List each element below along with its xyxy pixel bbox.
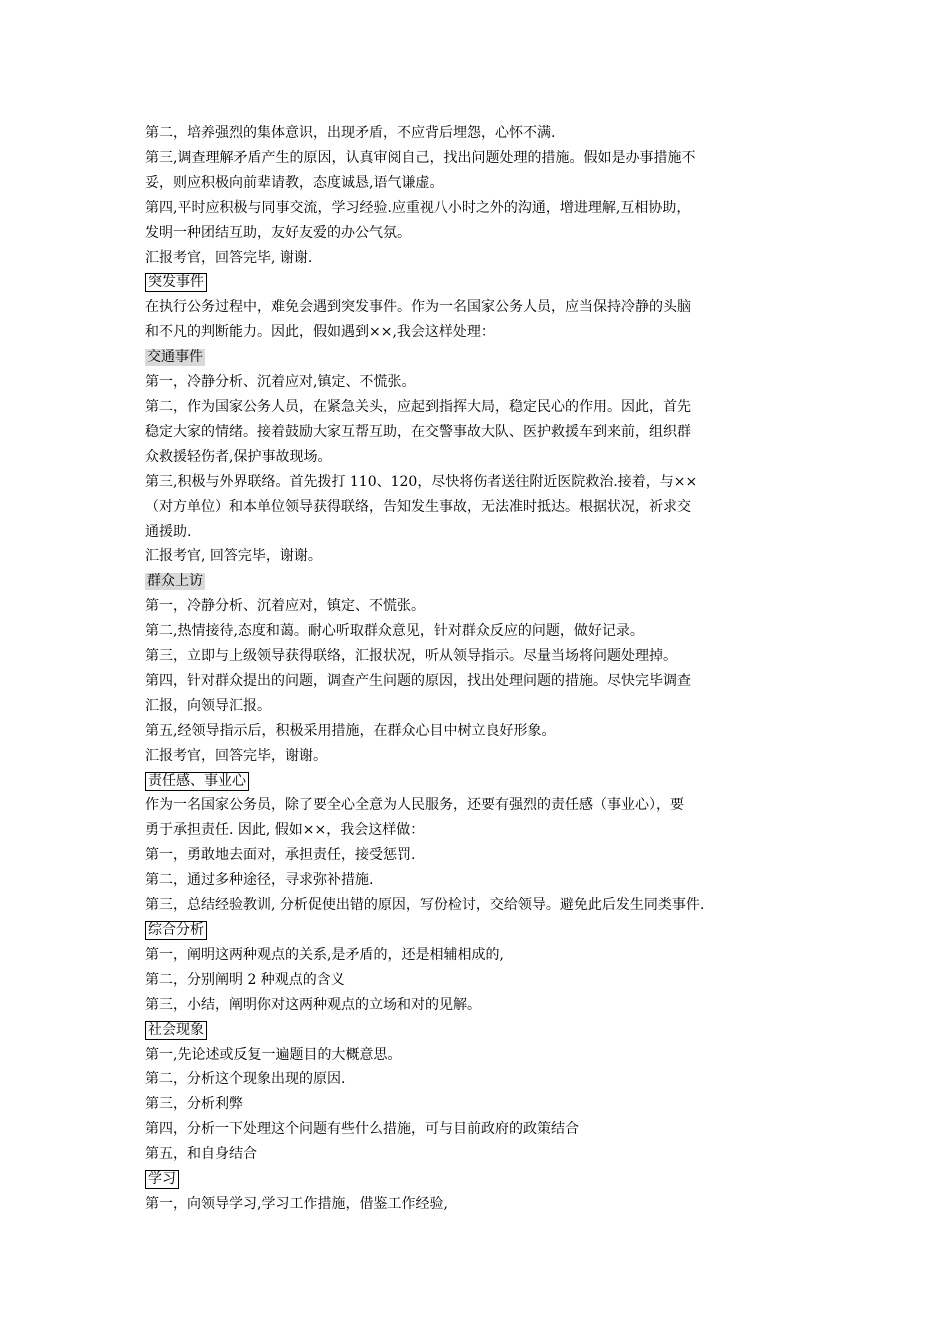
- text-line: 第二，通过多种途径，寻求弥补措施.: [145, 872, 374, 889]
- text-line: 第一，向领导学习,学习工作措施，借鉴工作经验,: [145, 1195, 448, 1212]
- text-line: 第三，立即与上级领导获得联络，汇报状况，听从领导指示。尽量当场将问题处理掉。: [145, 648, 677, 665]
- text-line: 通援助.: [145, 523, 192, 540]
- section-heading-petition: [145, 569, 817, 594]
- section-heading-social: [145, 1018, 817, 1043]
- section-heading-responsibility: [145, 769, 817, 794]
- text-line: 第二，分别阐明 2 种观点的含义: [145, 971, 345, 988]
- text-line: 第五，和自身结合: [145, 1146, 257, 1163]
- text-line: 汇报考官，回答完毕，谢谢。: [145, 747, 327, 764]
- text-line: 第一，冷静分析、沉着应对,镇定、不慌张。: [145, 374, 416, 391]
- text-line: 汇报考官, 回答完毕，谢谢。: [145, 548, 322, 565]
- section-heading-label: 突发事件: [145, 273, 207, 292]
- document-page: [145, 121, 817, 1217]
- text-line: 第一，冷静分析、沉着应对，镇定、不慌张。: [145, 598, 425, 615]
- text-line: 第三，小结，阐明你对这两种观点的立场和对的见解。: [145, 996, 481, 1013]
- text-line: 汇报，向领导汇报。: [145, 697, 271, 714]
- section-heading-label: 社会现象: [145, 1021, 207, 1040]
- text-line: 汇报考官，回答完毕, 谢谢.: [145, 249, 313, 266]
- text-line: （对方单位）和本单位领导获得联络，告知发生事故，无法准时抵达。根据状况，祈求交: [145, 498, 691, 515]
- text-line: 第三，总结经验教训, 分析促使出错的原因，写份检讨，交给领导。避免此后发生同类事件.: [145, 897, 705, 914]
- text-line: 第五,经领导指示后，积极采用措施，在群众心目中树立良好形象。: [145, 722, 556, 739]
- section-heading-label: 责任感、事业心: [145, 772, 249, 791]
- text-line: 第一，阐明这两种观点的关系,是矛盾的，还是相辅相成的,: [145, 946, 504, 963]
- text-line: 第二，分析这个现象出现的原因.: [145, 1071, 346, 1088]
- text-line: 勇于承担责任. 因此, 假如××，我会这样做：: [145, 822, 425, 839]
- text-line: 第四，分析一下处理这个问题有些什么措施，可与目前政府的政策结合: [145, 1121, 579, 1138]
- text-line: 第三，分析利弊: [145, 1096, 243, 1113]
- text-line: 妥，则应积极向前辈请教，态度诚恳,语气谦虚。: [145, 174, 444, 191]
- text-line: 第二，作为国家公务人员，在紧急关头，应起到指挥大局，稳定民心的作用。因此，首先: [145, 398, 691, 415]
- text-line: 发明一种团结互助，友好友爱的办公气氛。: [145, 224, 411, 241]
- text-line: 第四，针对群众提出的问题，调查产生问题的原因，找出处理问题的措施。尽快完毕调查: [145, 672, 691, 689]
- text-line: 众救援轻伤者,保护事故现场。: [145, 448, 332, 465]
- text-line: 第一，勇敢地去面对，承担责任，接受惩罚.: [145, 847, 416, 864]
- text-line: 第四,平时应积极与同事交流，学习经验.应重视八小时之外的沟通，增进理解,互相协助，: [145, 199, 691, 216]
- section-heading-traffic: [145, 345, 817, 370]
- text-line: 作为一名国家公务员，除了要全心全意为人民服务，还要有强烈的责任感（事业心），要: [145, 797, 684, 814]
- text-line: 和不凡的判断能力。因此，假如遇到××,我会这样处理：: [145, 324, 495, 341]
- text-line: 第一,先论述或反复一遍题目的大概意思。: [145, 1046, 402, 1063]
- section-heading-study: [145, 1167, 817, 1192]
- text-line: 在执行公务过程中，难免会遇到突发事件。作为一名国家公务人员，应当保持冷静的头脑: [145, 299, 691, 316]
- section-heading-label: 学习: [145, 1170, 179, 1189]
- text-line: 第三,积极与外界联络。首先拨打 110、120，尽快将伤者送往附近医院救治.接着，与××: [145, 473, 698, 490]
- text-line: 第三,调查理解矛盾产生的原因，认真审阅自己，找出问题处理的措施。假如是办事措施不: [145, 149, 696, 166]
- text-line: 第二,热情接待,态度和蔼。耐心听取群众意见，针对群众反应的问题，做好记录。: [145, 623, 644, 640]
- section-heading-label: 综合分析: [145, 921, 207, 940]
- section-heading-emergency: [145, 270, 817, 295]
- section-heading-label: 群众上访: [147, 573, 203, 590]
- text-line: 稳定大家的情绪。接着鼓励大家互帮互助，在交警事故大队、医护救援车到来前，组织群: [145, 423, 691, 440]
- section-heading-label: 交通事件: [147, 349, 203, 366]
- text-line: 第二，培养强烈的集体意识，出现矛盾，不应背后埋怨，心怀不满.: [145, 125, 556, 141]
- section-heading-analysis: [145, 918, 817, 943]
